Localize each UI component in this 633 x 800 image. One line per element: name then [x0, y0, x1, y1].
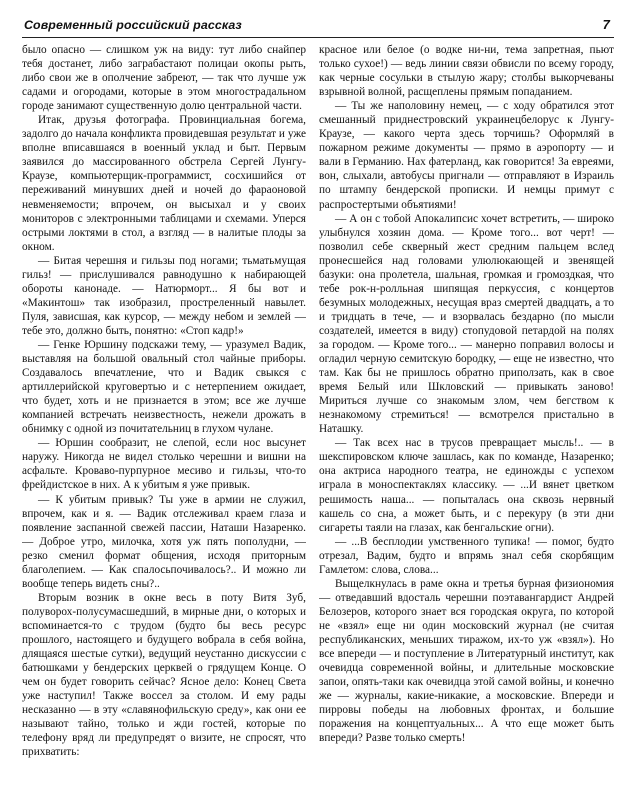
paragraph: Итак, друзья фотографа. Провинциальная богема, задолго до начала конфликта провидевшая результат и уже вполне вписавшаяся в военный уклад и быт. Первым заявился до массированного обстрела Сергей Лунгу-Краузе, компьютерщик-программист, сосхишийся от переживаний минувших дней и ночей до фараоновой невменяемости; впрочем, он высыхал и у своих мониторов с электронными таблицами и схемами. Уперся острыми локтями в стол, а взгляд — в налитые плоды за окном.: [22, 114, 306, 253]
paragraph: — К убитым привык? Ты уже в армии не служил, впрочем, как и я. — Вадик отслеживал краем глаза и появление заспанной свежей пассии, Наташи Назаренко. — Доброе утро, милочка, хотя уж пять пополудни, — резко сменил формат общения, исходя приторным благолепием. — Как спалосьпочивалось?.. И можно ли вообще теперь видеть сны?..: [22, 493, 306, 590]
paragraph: — Битая черешня и гильзы под ногами; тьматьмущая гильз! — прислушивался равнодушно к набирающей обороты канонаде. — Натюрморт... Я бы вот и «Макинтош» так изобразил, простреленный навылет. Пуля, зависшая, как курсор, — между небом и землей — тебе это, должно быть, понятно: «Стоп кадр!»: [22, 254, 306, 337]
running-title: Современный российский рассказ: [24, 18, 242, 32]
paragraph: Вторым возник в окне весь в поту Витя Зуб, полуворох-полусумасшедший, в мирные дни, о которых и вспоминается-то с трудом (будто бы весь ресурс прошлого, настоящего и будущего вобрала в себя война, длящаяся шестые сутки), ведущий неустанно дискуссии с батюшками у бендерских церквей о грядущем Конце. О чем он будет говорить сейчас? Ясное дело: Конец Света уже наступил! Также воссел за столом. И ему рады несказанно — в эту «славянофильскую среду», как они ее называют тайно, только и жди гостей, которые по телефону вряд ли предупредят о визите, не спросят, что прихватить:: [22, 591, 306, 759]
paragraph: красное или белое (о водке ни-ни, тема запретная, пьют только сухое!) — ведь линии связи обвисли по всему городу, как черные сосульки в стылую жару; столбы выкорчеваны взрывной волной, расщеплены прямым попаданием.: [319, 44, 614, 99]
paragraph: — Генке Юршину подскажи тему, — уразумел Вадик, выставляя на большой овальный стол чайные приборы. Создавалось впечатление, что и Вадик свыкся с артиллерийской круговертью и с нетерпением ожидает, что будет, хоть и не признается в этом; все же лучше компанией встречать неизвестность, нежели дрожать в обнимку с одной из почитательниц в глухом чулане.: [22, 338, 306, 436]
paragraph: — Юршин сообразит, не слепой, если нос высунет наружу. Никогда не видел столько черешни и вишни на асфальте. Кроваво-пурпурное месиво и гильзы, что-то фрейдистское в них. А к убитым я уже привык.: [22, 437, 306, 492]
page-number: 7: [602, 17, 610, 32]
paragraph: — А он с тобой Апокалипсис хочет встретить, — широко улыбнулся хозяин дома. — Кроме того... вот черт! — позволил себе скверный жест средним пальцем вслед пронесшейся над головами улюлюкающей и звенящей базуки: она пролетела, шальная, громкая и громоздкая, что тебе рок-н-ролльная шипящая перкуссия, с концертов безумных молодежных, несущая враз смертей двадцать, а то и тридцать в тече, — и взорвалась бездарно (по мысли создателей, имеется в виду) стопудовой петардой на полях за городом. — Кроме того... — манерно поправил волосы и огладил черную семитскую бородку, — еще не известно, что там. Как бы не пришлось обратно приползать, как в свое время Белый или Шкловский — привыкать заново! Мириться лучше со знакомым злом, чем бегством к незнакомому стремиться! — всмотрелся пристально в Наташку.: [319, 212, 614, 436]
paragraph: было опасно — слишком уж на виду: тут либо снайпер тебя достанет, либо заграбастают полицаи окопы рыть, либо свои же в ополчение забреют, — так что лучше уж садами и огородами, которые в этом многострадальном городе занимают существенную долю центральной части.: [22, 44, 306, 113]
right-column: [319, 43, 614, 791]
left-column: [22, 43, 306, 791]
paragraph: Выщелкнулась в раме окна и третья бурная физиономия — отведавший вдосталь черешни поэтавангардист Андрей Белозеров, которого знает вся городская округа, по которой не «взял» еще ни один московский журнал (не считая республиканских, меньших тиражом, их-то уж «взял»). Но все впереди — и поступление в Литературный институт, как очевидца современной войны, и длительные московские запои, опять-таки как очевидца этой самой войны, и конечно же — журналы, какие-никакие, а московские. Впереди и пирровы победы на любовных фронтах, и большие поражения на концептуальных... А что еще может быть впереди? Разве только смерть!: [319, 577, 614, 745]
paragraph: — ...В бесплодии умственного тупика! — помог, будто отрезал, Вадим, будто и впрямь знал себя скорбящим Гамлетом: слова, слова...: [319, 535, 614, 576]
running-header: [22, 17, 614, 38]
paragraph: — Так всех нас в трусов превращает мысль!.. — в шекспировском ключе зашлась, как по команде, Назаренко; она актриса народного театра, не единожды с успехом играла в моноспектаклях классику. — ...И вянет цветком решимость наша... — попыталась она сквозь нервный кашель со сна, а может быть, и с перекуру (в эти дни сигареты таяли на глазах, как бенгальские огни).: [319, 437, 614, 534]
paragraph: — Ты же наполовину немец, — с ходу обратился этот смешанный приднестровский украинецбелорус к Лунгу-Краузе, — какого черта здесь торчишь? Оформляй в пожарном режиме документы — прямо в аэропорту — и вали в Германию. Нах фатерланд, как говорится! За евреями, вон, слыхали, автобусы пригнали — отправляют в Израиль по штампу бендерской прописки. И немцы примут с распростертыми объятиями!: [319, 100, 614, 211]
